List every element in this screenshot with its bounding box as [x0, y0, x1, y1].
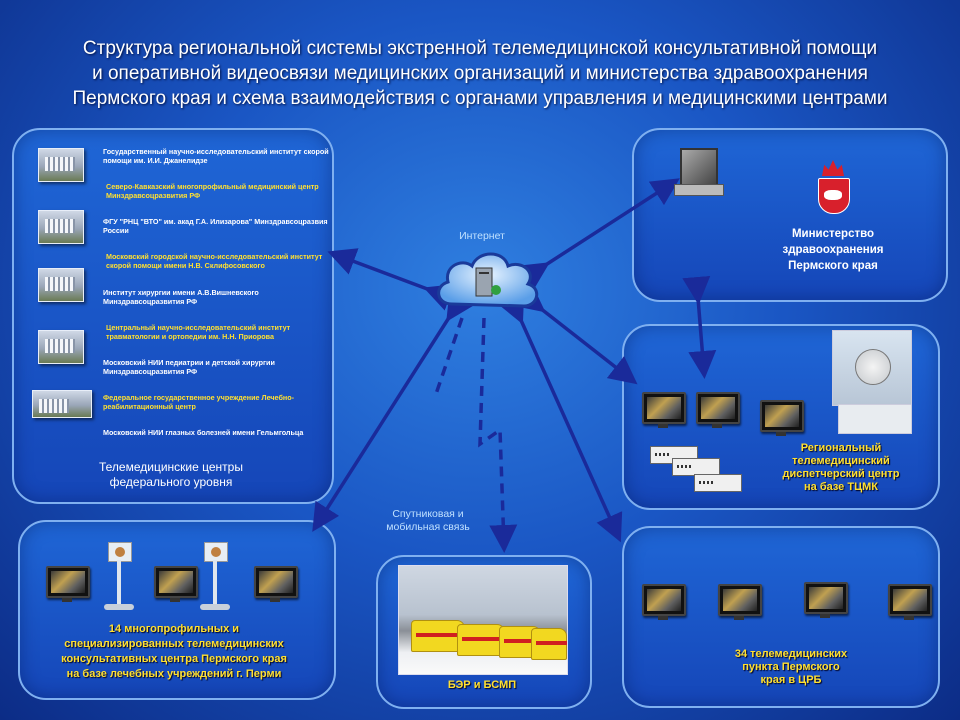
points-caption: 34 телемедицинских пункта Пермского края в ЦРБ [734, 648, 848, 686]
monitor-icon [642, 584, 686, 616]
federal-caption: Телемедицинские центры федерального уровня [99, 460, 243, 489]
telemedicine-cart-icon [104, 542, 134, 622]
internet-label: Интернет [459, 230, 505, 242]
title-line-2: и оперативной видеосвязи медицинских организаций и министерства здравоохранения [92, 63, 868, 84]
institution-item: Институт хирургии имени А.В.Вишневского Минздравсоцразвития РФ [103, 288, 259, 306]
link-ministry-regional [698, 298, 704, 372]
telemedicine-cart-icon [200, 542, 230, 622]
monitor-icon [46, 566, 90, 598]
title-line-3: Пермского края и схема взаимодействия с органами управления и медицинскими центрами [72, 88, 888, 109]
monitor-icon [760, 400, 804, 432]
title-line-1: Структура региональной системы экстренной телемедицинской консультативной помощи [82, 38, 878, 59]
building-photo [838, 404, 912, 434]
monitor-icon [696, 392, 740, 424]
monitor-icon [888, 584, 932, 616]
institution-item: Московский городской научно-исследовательский институт скорой помощи имени Н.В. Склифосовского [106, 252, 323, 270]
satellite-label: Спутниковая и мобильная связь [386, 508, 470, 533]
institution-item: Московский НИИ глазных болезней имени Гельмгольца [103, 428, 304, 437]
ber-caption: БЭР и БСМП [447, 679, 517, 691]
monitor-icon [718, 584, 762, 616]
link-points [520, 318, 618, 536]
perm-coat-of-arms-icon [818, 160, 848, 214]
link-ministry [544, 182, 674, 266]
link-federal [334, 254, 430, 290]
institution-item: Северо-Кавказский многопрофильный медицинский центр Минздравсоцразвития РФ [106, 182, 319, 200]
ambulance-photo [398, 565, 568, 675]
internet-cloud-icon [432, 242, 544, 318]
institution-item: ФГУ "РНЦ "ВТО" им. акад Г.А. Илизарова" Минздравсоцразвия России [103, 217, 328, 235]
monitor-icon [804, 582, 848, 614]
link-perm [316, 316, 450, 526]
video-terminal-icon [674, 148, 722, 196]
monitor-icon [154, 566, 198, 598]
ministry-caption: Министерство здравоохранения Пермского края [782, 228, 884, 272]
institution-item: Государственный научно-исследовательский институт скорой помощи им. И.И. Джанелидзе [103, 147, 329, 165]
regional-caption: Региональный телемедицинский диспетчерский центр на базе ТЦМК [782, 442, 900, 493]
institution-item: Центральный научно-исследовательский институт травматологии и ортопедии им. Н.Н. Приорова [106, 323, 291, 341]
institution-item: Федеральное государственное учреждение Лечебно-реабилитационный центр [103, 393, 295, 411]
institution-item: Московский НИИ педиатрии и детской хирургии Минздравсоцразвития РФ [103, 358, 275, 376]
monitor-icon [254, 566, 298, 598]
server-icon [694, 474, 742, 492]
monitor-icon [642, 392, 686, 424]
perm-centers-caption: 14 многопрофильных и специализированных телемедицинских консультативных центра Пермского края на базе лечебных учреждений г. Перми [61, 623, 287, 680]
satellite-dish-photo [832, 330, 912, 406]
link-regional [540, 308, 632, 380]
